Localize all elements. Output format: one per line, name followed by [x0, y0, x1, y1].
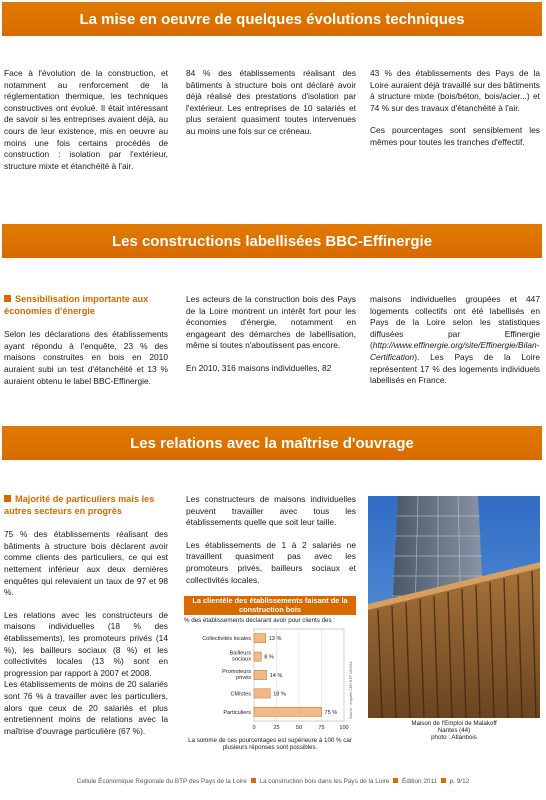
column-2	[186, 68, 356, 149]
paragraph: Selon les déclarations des établissements ayant répondu à l'enquête, 23 % des maisons construites en bois en 2010 auraient subi un test d'étanchéité et 13 % auraient obtenu le label BBC-Effinergie.	[4, 329, 168, 386]
section-banner-maitrise	[2, 426, 542, 460]
category-label: Particuliers	[223, 710, 251, 717]
caption-line: Nantes (44)	[437, 727, 471, 735]
paragraph: Face à l'évolution de la construction, et notamment au renforcement de la réglementation thermique, les techniques constructives ont évolué. Il était intéressant de savoir si les entreprises avaient déjà, au cours de leur existence, mis en oeuvre au moins une fois certains procédés de construction : isolation par l'extérieur, structure mixte et étanchéité à l'air.	[4, 68, 168, 171]
column-3	[370, 68, 540, 160]
footer-organisation: Cellule Économique Régionale du BTP des Pays de la Loire	[76, 778, 247, 785]
x-tick-label: 25	[273, 725, 280, 732]
footer-page-number: p. 9/12	[449, 778, 470, 785]
building-photo-image	[368, 496, 540, 718]
paragraph: En 2010, 316 maisons individuelles, 82	[186, 362, 332, 373]
paragraph: Les constructeurs de maisons individuelles peuvent travailler avec tous les établissements quelle que soit leur taille.	[186, 494, 356, 528]
paragraph: Les acteurs de la construction bois des Pays de la Loire montrent un intérêt fort pour les économies d'énergie, notamment en engageant des démarches de labellisation, même si toutes n'aboutissent pas encore.	[186, 294, 356, 351]
category-label: sociaux	[232, 657, 251, 664]
section-title: Les constructions labellisées BBC-Effinergie	[111, 232, 433, 250]
text: maisons individuelles groupées et 447 logements collectifs ont été labellisés en Pays de la Loire selon les statistiques diffusées par Effinergie (	[370, 294, 540, 351]
footer-publication: La construction bois dans les Pays de la Loire	[259, 778, 390, 785]
caption-line: photo : Atlanbois	[431, 734, 477, 742]
column-3	[370, 294, 540, 398]
column-1	[4, 494, 168, 748]
paragraph: Les relations avec les constructeurs de maisons individuelles (18 % des établissements), les promoteurs privés (14 %), les bailleurs sociaux (8 %) et les collectivités locales (13 %) sont en progression par rapport à 2007 et 2008.	[4, 609, 168, 678]
category-label: privés	[236, 675, 251, 682]
data-label: 14 %	[269, 673, 283, 680]
column-1	[4, 294, 168, 398]
data-label: 13 %	[268, 636, 282, 643]
paragraph: 75 % des établissements réalisant des bâtiments à structure bois déclarent avoir comme clients des particuliers, ce qui est nettement inférieur aux deux dernières enquêtes qui relevaient un taux de 97 et 98 %.	[4, 529, 168, 598]
x-tick-label: 100	[339, 725, 349, 732]
data-label: 75 %	[324, 710, 338, 717]
paragraph: Les établissements de moins de 20 salariés sont 76 % à travailler avec les particuliers, alors que ceux de 20 salariés et plus entretiennent moins de relations avec la maîtrise d'ouvrage particulière (67 %).	[4, 679, 168, 736]
chart-subtitle: % des établissements déclarant avoir pour clients des :	[184, 617, 335, 625]
page-footer	[0, 778, 546, 785]
category-label: CMIstes	[230, 691, 251, 698]
clientele-chart	[184, 596, 356, 751]
section-banner-techniques	[2, 2, 542, 36]
chart-title: La clientèle des établissements faisant de la construction bois	[184, 596, 356, 615]
subheading-text: Sensibilisation importante aux économies d'énergie	[4, 294, 149, 316]
bar	[254, 708, 322, 717]
section-banner-bbc	[2, 224, 542, 258]
section-title: Les relations avec la maîtrise d'ouvrage	[130, 434, 414, 452]
category-label: Bailleurs	[229, 650, 251, 657]
column-1	[4, 68, 168, 183]
paragraph	[370, 294, 540, 387]
subheading	[4, 494, 168, 517]
subheading	[4, 294, 168, 317]
footer-separator-icon	[441, 778, 446, 783]
bar	[254, 689, 270, 698]
building-photo	[368, 496, 540, 718]
footer-edition: Édition 2011	[402, 778, 438, 785]
bar	[254, 671, 267, 680]
bar	[254, 634, 266, 643]
chart-svg	[184, 625, 356, 737]
subheading-text: Majorité de particuliers mais les autres secteurs en progrès	[4, 494, 155, 516]
column-2	[186, 494, 356, 597]
x-tick-label: 75	[318, 725, 325, 732]
paragraph: 43 % des établissements des Pays de la Loire auraient déjà travaillé sur des bâtiments à structure mixte (bois/béton, bois/acier...) et 74 % sur des travaux d'étanchéité à l'air.	[370, 68, 540, 113]
paragraph: Les établissements de 1 à 2 salariés ne travaillent quasiment pas avec les promoteurs privés, bailleurs sociaux et collectivités locales.	[186, 539, 356, 585]
category-label: Promoteurs	[222, 669, 251, 676]
data-label: 8 %	[264, 654, 274, 661]
paragraph: 84 % des établissements réalisant des bâtiments à structure bois ont déclaré avoir déjà réalisé des prestations d'isolation par l'extérieur. Les entreprises de 10 salariés et plus seraient quasiment toutes intervenues au moins une fois sur ce créneau.	[186, 68, 356, 136]
x-tick-label: 50	[295, 725, 303, 732]
column-2	[186, 294, 356, 386]
chart-footnote: La somme de ces pourcentages est supérieure à 100 % car plusieurs réponses sont possibles.	[188, 737, 352, 752]
effinergie-link[interactable]: http://www.effinergie.org/site/Effinergie/Bilan-Certification	[370, 340, 540, 362]
text: ). Les Pays de la Loire représentent 17 % des logements individuels labellisés en France.	[370, 351, 540, 386]
data-label: 18 %	[273, 691, 286, 698]
x-tick-label: 0	[252, 725, 256, 732]
footer-separator-icon	[393, 778, 398, 783]
bullet-square-icon	[4, 295, 11, 302]
bar	[254, 652, 261, 661]
photo-caption	[368, 720, 540, 742]
section-title: La mise en oeuvre de quelques évolutions techniques	[79, 10, 465, 28]
footer-separator-icon	[251, 778, 256, 783]
caption-line: Maison de l'Emploi de Malakoff	[411, 720, 497, 727]
category-label: Collectivités locales	[202, 636, 251, 643]
bullet-square-icon	[4, 495, 11, 502]
chart-source: Source : enquête CER BTP 2010/11	[349, 661, 353, 720]
paragraph: Ces pourcentages sont sensiblement les mêmes pour toutes les tranches d'effectif.	[370, 125, 540, 147]
